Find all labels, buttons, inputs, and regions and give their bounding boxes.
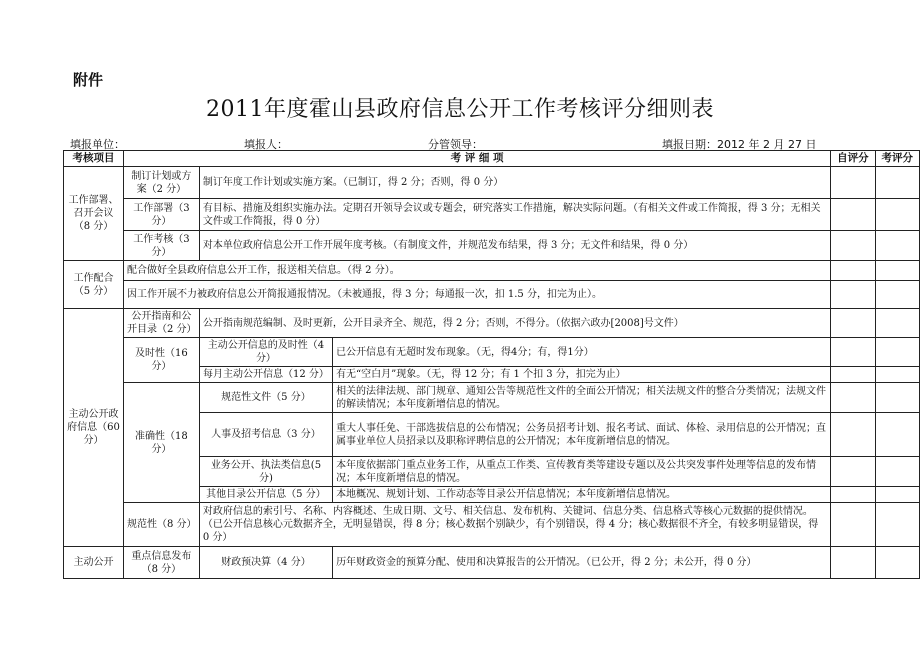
detail-assess: 对本单位政府信息公开工作开展年度考核。（有制度文件，并规范发布结果，得 3 分；无文件和结果，得 0 分）	[199, 231, 830, 261]
sub-plan: 制订计划或方案（2 分）	[123, 167, 199, 199]
detail-deploy: 有目标、措施及组织实施办法。定期召开领导会议或专题会，研究落实工作措施，解决实际问题。（有相关文件或工作简报，得 3 分；无相关文件或工作简报，得 0 分）	[199, 199, 830, 231]
subsub-budget: 财政预决算（4 分）	[199, 547, 332, 579]
self-score-cell[interactable]	[831, 309, 875, 338]
eval-score-cell[interactable]	[875, 487, 919, 503]
self-score-cell[interactable]	[831, 413, 875, 457]
detail-timely: 已公开信息有无超时发布现象。（无，得4分；有，得1分）	[333, 338, 831, 367]
eval-score-cell[interactable]	[875, 309, 919, 338]
self-score-cell[interactable]	[831, 457, 875, 487]
self-score-cell[interactable]	[831, 547, 875, 579]
detail-plan: 制订年度工作计划或实施方案。（已制订，得 2 分；否则，得 0 分）	[199, 167, 830, 199]
self-score-cell[interactable]	[831, 261, 875, 281]
eval-score-cell[interactable]	[875, 503, 919, 547]
self-score-cell[interactable]	[831, 199, 875, 231]
self-score-cell[interactable]	[831, 487, 875, 503]
attachment-label: 附件	[73, 71, 104, 89]
self-score-cell[interactable]	[831, 167, 875, 199]
sub-assess: 工作考核（3 分）	[123, 231, 199, 261]
detail-other: 本地概况、规划计划、工作动态等目录公开信息情况；本年度新增信息情况。	[333, 487, 831, 503]
detail-monthly: 有无“空白月”现象。（无，得 12 分；有 1 个扣 3 分，扣完为止）	[333, 367, 831, 383]
detail-notice: 因工作开展不力被政府信息公开简报通报情况。（未被通报，得 3 分；每通报一次，扣 1.5 分，扣完为止）。	[123, 281, 830, 309]
section-active-disclosure: 主动公开政府信息（60 分）	[64, 309, 124, 547]
subsub-monthly: 每月主动公开信息（12 分）	[199, 367, 332, 383]
self-score-cell[interactable]	[831, 367, 875, 383]
self-score-cell[interactable]	[831, 281, 875, 309]
eval-score-cell[interactable]	[875, 457, 919, 487]
sub-timeliness: 及时性（16 分）	[123, 338, 199, 383]
eval-score-cell[interactable]	[875, 231, 919, 261]
sub-standard: 规范性（8 分）	[123, 503, 199, 547]
eval-score-cell[interactable]	[875, 199, 919, 231]
detail-cooperate: 配合做好全县政府信息公开工作，报送相关信息。（得 2 分）。	[123, 261, 830, 281]
detail-business: 本年度依据部门重点业务工作，从重点工作类、宣传教育类等建设专题以及公共突发事件处理等信息的发布情况；本年度新增信息的情况。	[333, 457, 831, 487]
eval-score-cell[interactable]	[875, 383, 919, 413]
section-active-2: 主动公开	[64, 547, 124, 579]
eval-score-cell[interactable]	[875, 547, 919, 579]
self-score-cell[interactable]	[831, 338, 875, 367]
unit-label: 填报单位：	[70, 138, 125, 151]
sub-accuracy: 准确性（18 分）	[123, 383, 199, 503]
header-detail: 考 评 细 项	[123, 151, 830, 167]
header-item: 考核项目	[64, 151, 124, 167]
scoring-table	[63, 150, 920, 579]
eval-score-cell[interactable]	[875, 281, 919, 309]
sub-guide: 公开指南和公开目录（2 分）	[123, 309, 199, 338]
self-score-cell[interactable]	[831, 503, 875, 547]
leader-label: 分管领导：	[428, 138, 483, 151]
section-cooperation: 工作配合（5 分）	[64, 261, 124, 309]
sub-deploy: 工作部署（3 分）	[123, 199, 199, 231]
subsub-timely: 主动公开信息的及时性（4 分）	[199, 338, 332, 367]
date-label: 填报日期：2012 年 2 月 27 日	[662, 138, 817, 151]
eval-score-cell[interactable]	[875, 167, 919, 199]
section-work-deploy: 工作部署、召开会议（8 分）	[64, 167, 124, 261]
eval-score-cell[interactable]	[875, 338, 919, 367]
self-score-cell[interactable]	[831, 383, 875, 413]
detail-budget: 历年财政资金的预算分配、使用和决算报告的公开情况。（已公开，得 2 分；未公开，得 0 分）	[333, 547, 831, 579]
eval-score-cell[interactable]	[875, 367, 919, 383]
subsub-business: 业务公开、执法类信息(5 分)	[199, 457, 332, 487]
detail-guide: 公开指南规范编制、及时更新，公开目录齐全、规范，得 2 分；否则，不得分。（依据六政办[2008]号文件）	[199, 309, 830, 338]
subsub-personnel: 人事及招考信息（3 分）	[199, 413, 332, 457]
detail-normative: 相关的法律法规、部门规章、通知公告等规范性文件的全面公开情况；相关法规文件的整合分类情况；法规文件的解读情况；本年度新增信息的情况。	[333, 383, 831, 413]
header-eval-score: 考评分	[875, 151, 919, 167]
sub-key-info: 重点信息发布（8 分）	[123, 547, 199, 579]
detail-personnel: 重大人事任免、干部选拔信息的公布情况；公务员招考计划、报名考试、面试、体检、录用信息的公开情况；直属事业单位人员招录以及职称评聘信息的公开情况；本年度新增信息的情况。	[333, 413, 831, 457]
eval-score-cell[interactable]	[875, 413, 919, 457]
page-title: 2011年度霍山县政府信息公开工作考核评分细则表	[206, 97, 714, 122]
subsub-normative: 规范性文件（5 分）	[199, 383, 332, 413]
header-self-score: 自评分	[831, 151, 875, 167]
self-score-cell[interactable]	[831, 231, 875, 261]
eval-score-cell[interactable]	[875, 261, 919, 281]
detail-standard: 对政府信息的索引号、名称、内容概述、生成日期、文号、相关信息、发布机构、关键词、信息分类、信息格式等核心元数据的提供情况。（已公开信息核心元数据齐全，无明显错误，得 8 分；核心数据个别缺少，有个别错误，得 4 分；核心数据很不齐全，有较多明显错误，得 0 分）	[199, 503, 830, 547]
filler-label: 填报人：	[244, 138, 288, 151]
subsub-other: 其他目录公开信息（5 分）	[199, 487, 332, 503]
